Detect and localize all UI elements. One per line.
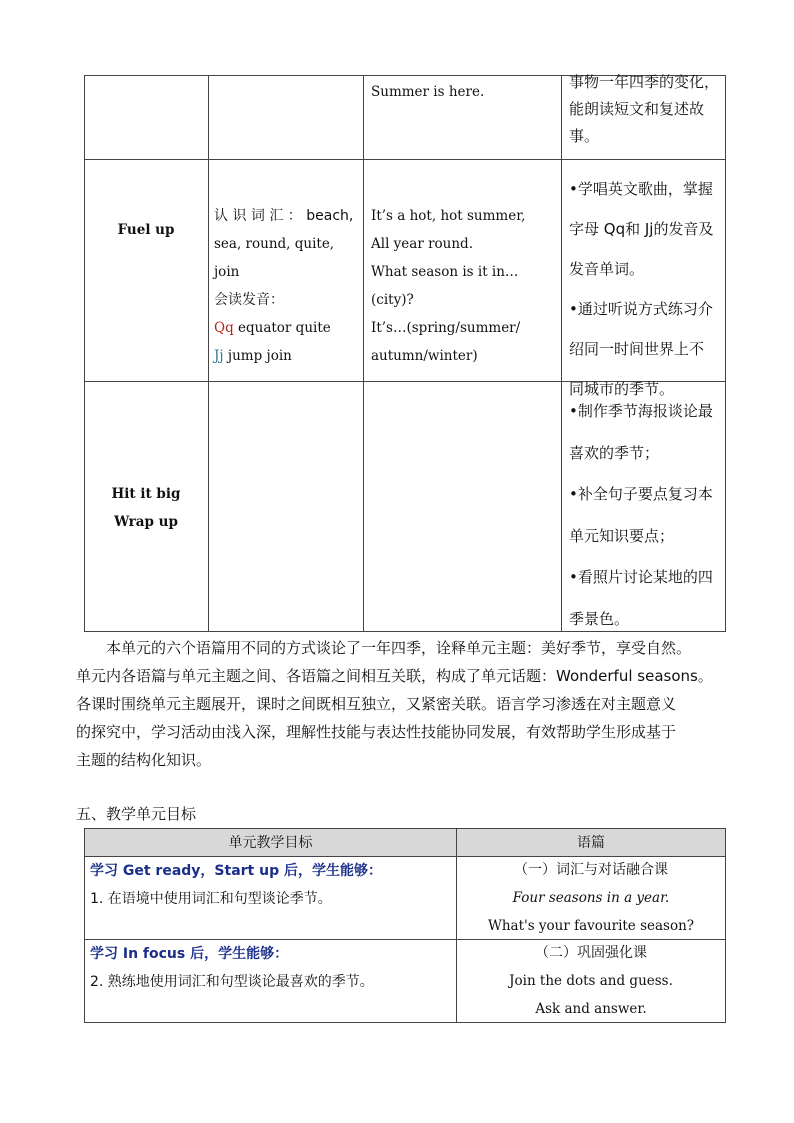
- vocabulary-cell: [214, 202, 359, 370]
- text-line: Four seasons in a year.: [512, 890, 670, 906]
- cell-line: 季景色。: [569, 609, 630, 628]
- cell-line: It’s…(spring/summer/: [371, 320, 521, 336]
- cell-line: •看照片讨论某地的四: [569, 568, 713, 586]
- cell-line: •通过听说方式练习介: [569, 300, 713, 318]
- phonics-line-jj: [214, 342, 359, 370]
- stage-label: Wrap up: [114, 514, 178, 530]
- cell-line: What season is it in…(city)?: [371, 264, 519, 308]
- text-cell: [457, 856, 725, 940]
- cell-line: autumn/winter): [371, 348, 478, 364]
- column-header: 语篇: [457, 829, 725, 856]
- activity-cell: [569, 169, 724, 409]
- paragraph-line: 各课时围绕单元主题展开，课时之间既相互独立，又紧密关联。语言学习渗透在对主题意义: [76, 695, 677, 713]
- phonics-words: equator quite: [233, 320, 331, 336]
- cell-line: 单元知识要点；: [569, 526, 675, 545]
- cell-line: sea, round, quite, join: [214, 236, 335, 280]
- cell-line: 认 识 词 汇 ： beach,: [214, 208, 354, 224]
- cell-line: All year round.: [371, 236, 473, 252]
- cell-line: 事。: [569, 127, 600, 145]
- goal-cell: [90, 940, 450, 996]
- paragraph-line: 的探究中，学习活动由浅入深，理解性技能与表达性技能协同发展，有效帮助学生形成基于: [76, 723, 677, 741]
- stage-label: Hit it big: [111, 486, 181, 502]
- sentence-cell: [371, 202, 561, 370]
- table-border: [84, 159, 726, 160]
- paragraph-line: 主题的结构化知识。: [76, 751, 212, 769]
- table-border: [725, 828, 726, 1023]
- cell-line: 能朗读短文和复述故: [569, 100, 705, 118]
- table-border: [84, 828, 85, 1023]
- phonics-line-qq: [214, 314, 359, 342]
- activity-cell: [569, 391, 724, 640]
- table-cell-text: Summer is here.: [371, 84, 485, 100]
- cell-line: It’s a hot, hot summer,: [371, 208, 526, 224]
- goal-cell: [90, 857, 450, 913]
- cell-line: 字母 Qq和 Jj的发音及: [569, 220, 714, 238]
- cell-line: 绍同一时间世界上不: [569, 340, 705, 358]
- unit-description-paragraph: [76, 634, 726, 774]
- goal-title: 学习 In focus 后，学生能够：: [90, 946, 289, 962]
- section-heading: 五、教学单元目标: [76, 805, 197, 823]
- letter-qq: Qq: [214, 320, 234, 336]
- cell-line: 同城市的季节。: [569, 380, 675, 398]
- cell-line: •制作季节海报谈论最: [569, 402, 713, 420]
- cell-line: •补全句子要点复习本: [569, 485, 713, 503]
- stage-label: Fuel up: [117, 222, 175, 238]
- cell-line: 发音单词。: [569, 260, 645, 278]
- cell-line: 事物一年四季的变化，: [569, 73, 720, 91]
- goal-title: 学习 Get ready，Start up 后，学生能够：: [90, 863, 382, 879]
- text-cell: [457, 939, 725, 1023]
- goal-item: 2. 熟练地使用词汇和句型谈论最喜欢的季节。: [90, 974, 374, 990]
- table-border: [84, 828, 726, 829]
- lesson-table: [84, 75, 726, 632]
- objectives-table: [84, 828, 726, 1023]
- text-title: （二）巩固强化课: [535, 945, 647, 961]
- text-line: Ask and answer.: [535, 1001, 647, 1017]
- cell-line: 会读发音：: [214, 292, 284, 308]
- cell-line: 喜欢的季节；: [569, 443, 660, 462]
- paragraph-line: 单元内各语篇与单元主题之间、各语篇之间相互关联，构成了单元话题：Wonderful seasons。: [76, 667, 713, 685]
- phonics-words: jump join: [223, 348, 292, 364]
- paragraph-line: 本单元的六个语篇用不同的方式谈论了一年四季，诠释单元主题：美好季节，享受自然。: [106, 639, 692, 657]
- table-cell-text: [569, 69, 719, 150]
- cell-line: •学唱英文歌曲，掌握: [569, 180, 713, 198]
- goal-item: 1. 在语境中使用词汇和句型谈论季节。: [90, 891, 332, 907]
- text-title: （一）词汇与对话融合课: [514, 862, 668, 878]
- column-header: 单元教学目标: [85, 829, 456, 856]
- letter-jj: Jj: [214, 348, 224, 364]
- text-line: What's your favourite season?: [487, 918, 695, 934]
- text-line: Join the dots and guess.: [509, 973, 673, 989]
